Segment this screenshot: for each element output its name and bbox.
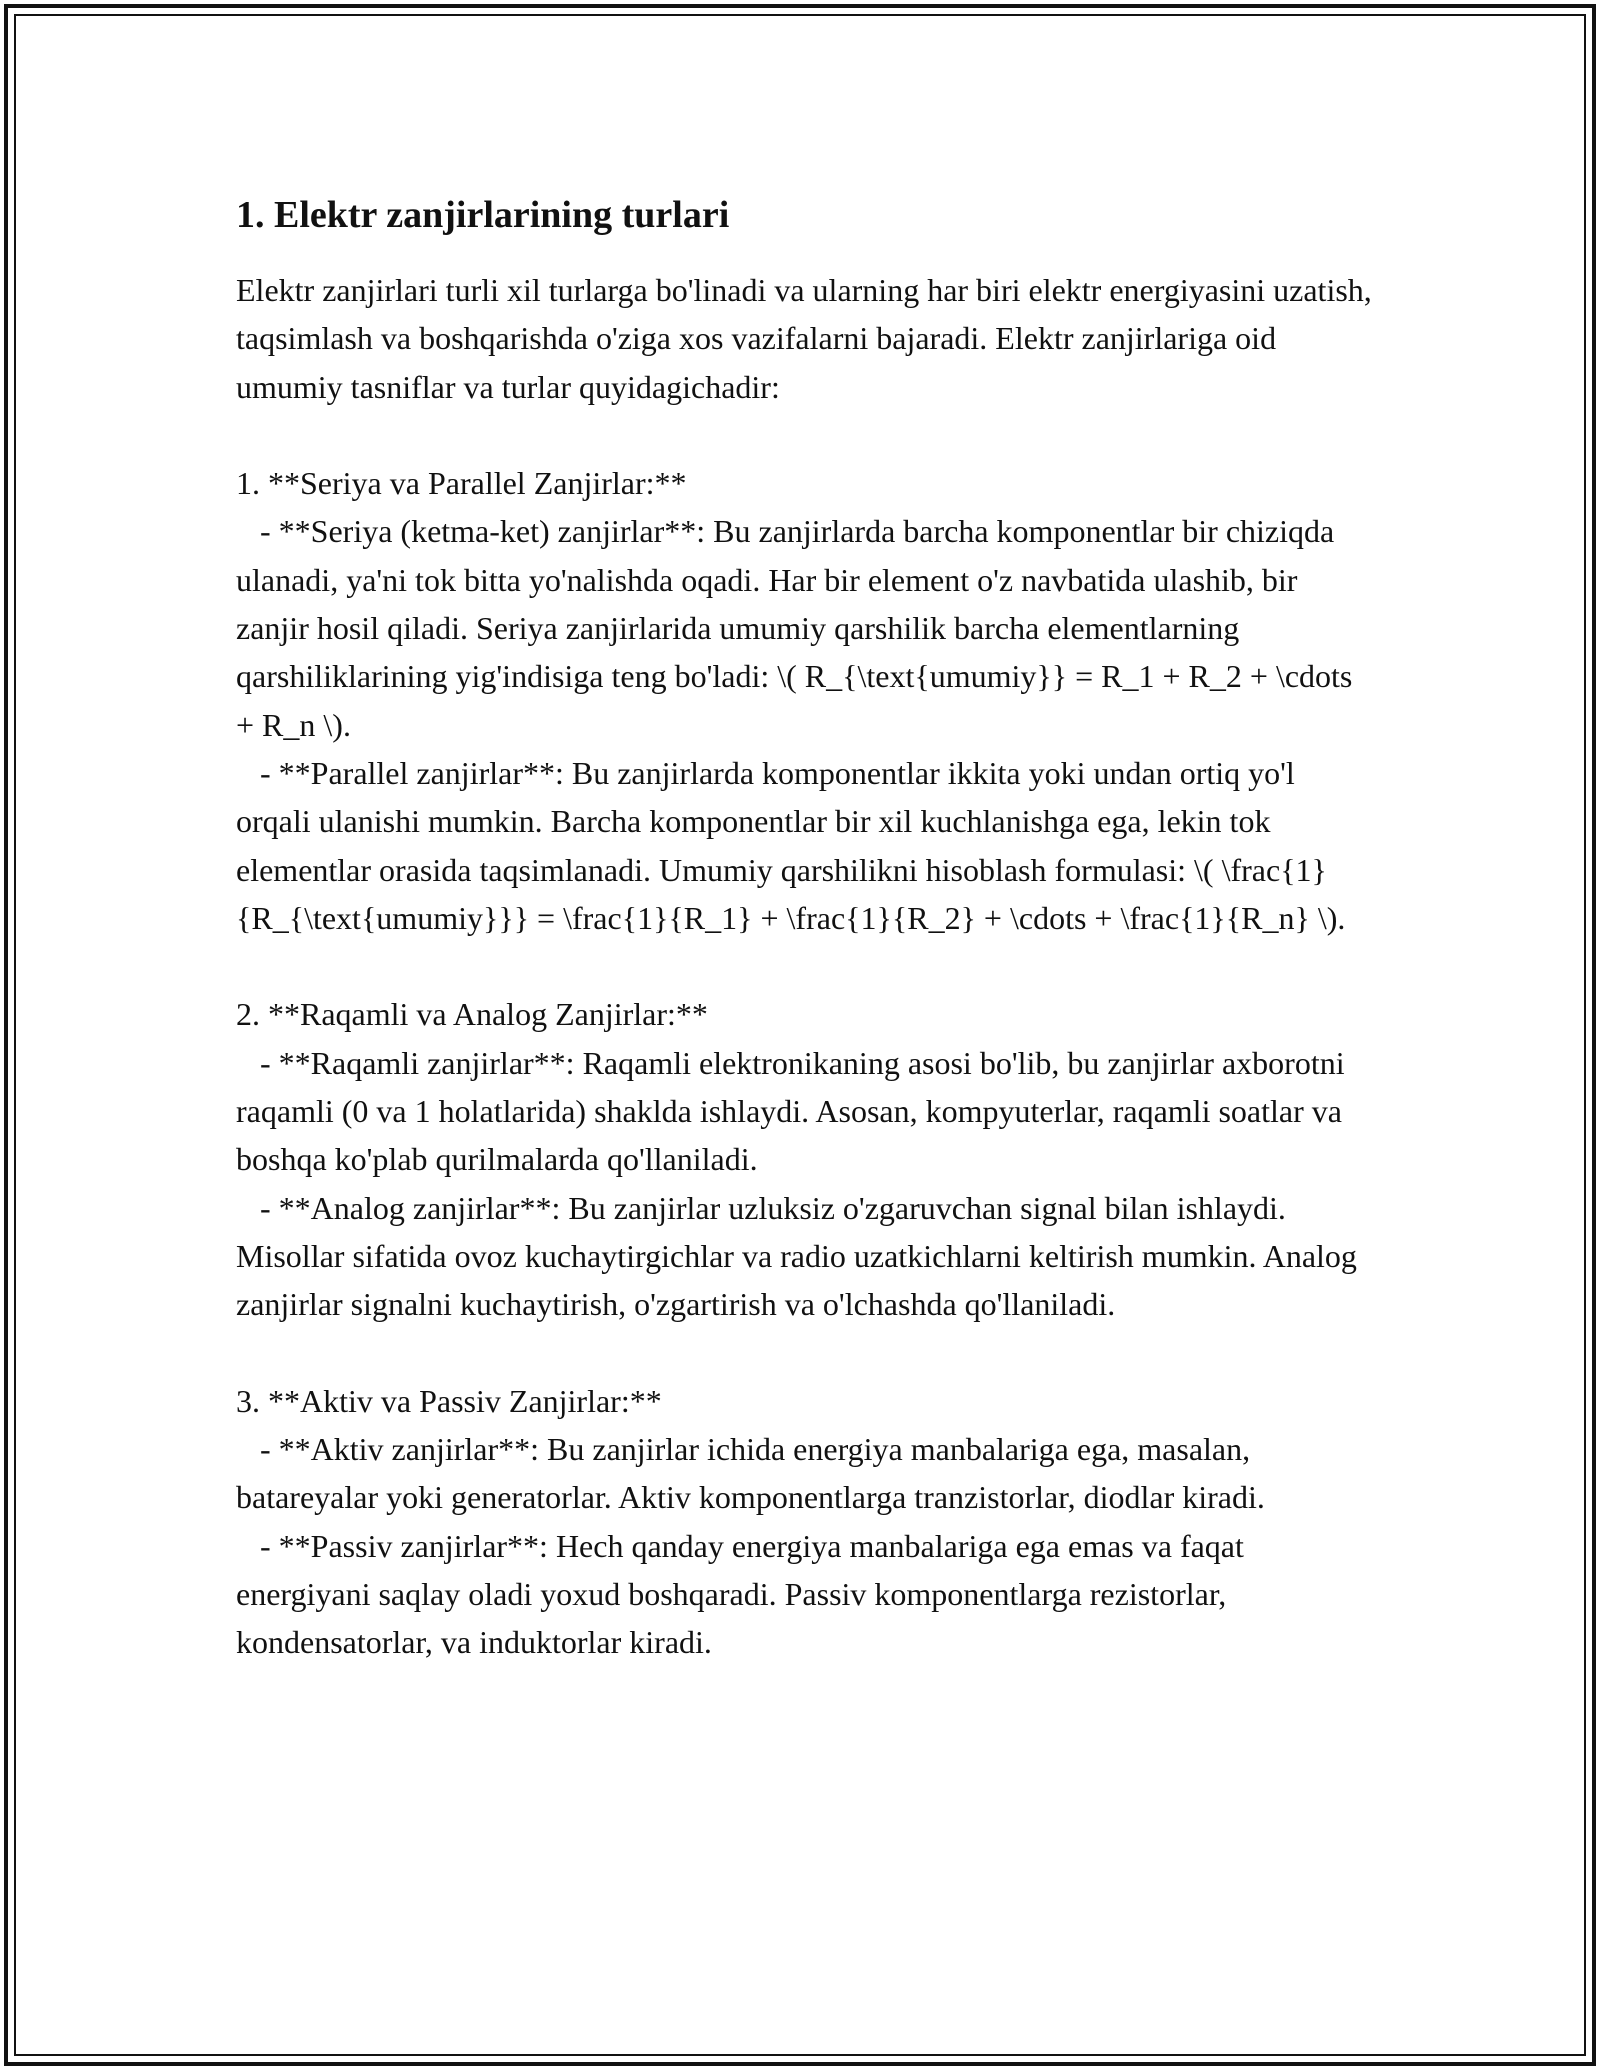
- section-heading: 1. **Seriya va Parallel Zanjirlar:**: [236, 465, 687, 502]
- section-3: [236, 1377, 1376, 1667]
- list-item: - **Parallel zanjirlar**: Bu zanjirlarda komponentlar ikkita yoki undan ortiq yo'l orqali ulanishi mumkin. Barcha komponentlar bir xil kuchlanishga ega, lekin tok elementlar orasida taqsimlanadi. Umumiy qarshilikni hisoblash formulasi: \( \frac{1}{R_{\text{umumiy}}} = \frac{1}{R_1} + \frac{1}{R_2} + \cdots + \frac{1}{R_n} \).: [236, 754, 1346, 936]
- section-1: [236, 459, 1376, 942]
- blank-line: [236, 942, 1376, 990]
- section-heading: 3. **Aktiv va Passiv Zanjirlar:**: [236, 1382, 662, 1419]
- intro-paragraph: Elektr zanjirlari turli xil turlarga bo'linadi va ularning har biri elektr energiyasini uzatish, taqsimlash va boshqarishda o'ziga xos vazifalarni bajaradi. Elektr zanjirlariga oid umumiy tasniflar va turlar quyidagichadir:: [236, 272, 1380, 405]
- list-item: - **Analog zanjirlar**: Bu zanjirlar uzluksiz o'zgaruvchan signal bilan ishlaydi. Misollar sifatida ovoz kuchaytirgichlar va radio uzatkichlarni keltirish mumkin. Analog zanjirlar signalni kuchaytirish, o'zgartirish va o'lchashda qo'llaniladi.: [236, 1189, 1365, 1323]
- list-item: - **Aktiv zanjirlar**: Bu zanjirlar ichida energiya manbalariga ega, masalan, batareyalar yoki generatorlar. Aktiv komponentlarga tranzistorlar, diodlar kiradi.: [236, 1431, 1265, 1516]
- list-item: - **Raqamli zanjirlar**: Raqamli elektronikaning asosi bo'lib, bu zanjirlar axborotni raqamli (0 va 1 holatlarida) shaklda ishlaydi. Asosan, kompyuterlar, raqamli soatlar va boshqa ko'plab qurilmalarda qo'llaniladi.: [236, 1044, 1353, 1178]
- section-heading: 2. **Raqamli va Analog Zanjirlar:**: [236, 996, 708, 1033]
- document-body: [236, 188, 1380, 1667]
- list-item: - **Seriya (ketma-ket) zanjirlar**: Bu zanjirlarda barcha komponentlar bir chiziqda ulanadi, ya'ni tok bitta yo'nalishda oqadi. Har bir element o'z navbatida ulashib, bir zanjir hosil qiladi. Seriya zanjirlarida umumiy qarshilik barcha elementlarning qarshiliklarining yig'indisiga teng bo'ladi: \( R_{\text{umumiy}} = R_1 + R_2 + \cdots + R_n \).: [236, 513, 1361, 743]
- list-item: - **Passiv zanjirlar**: Hech qanday energiya manbalariga ega emas va faqat energiyani saqlay oladi yoxud boshqaradi. Passiv komponentlarga rezistorlar, kondensatorlar, va induktorlar kiradi.: [236, 1527, 1252, 1661]
- section-2: [236, 990, 1376, 1328]
- document-title: 1. Elektr zanjirlarining turlari: [236, 194, 730, 236]
- blank-line: [236, 1329, 1376, 1377]
- blank-line: [236, 411, 1376, 459]
